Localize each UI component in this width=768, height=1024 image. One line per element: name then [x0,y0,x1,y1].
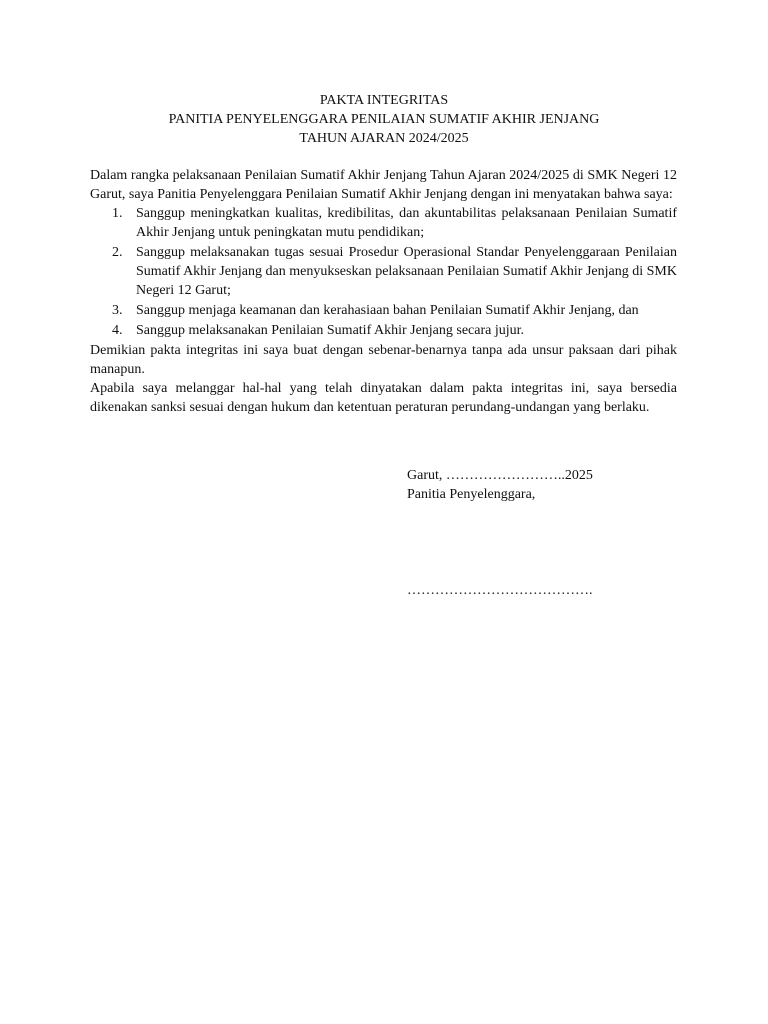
list-item-number: 4. [112,323,123,338]
list-item-number: 3. [112,303,123,318]
list-item-text: Sanggup menjaga keamanan dan kerahasiaan bahan Penilaian Sumatif Akhir Jenjang, dan [136,303,639,318]
commitment-list [90,204,677,340]
list-item-text: Sanggup melaksanakan Penilaian Sumatif Akhir Jenjang secara jujur. [136,323,525,338]
signer-role: Panitia Penyelenggara, [407,487,536,502]
title-line-2: PANITIA PENYELENGGARA PENILAIAN SUMATIF AKHIR JENJANG [168,112,600,127]
signature-name-line: …………………………………. [407,583,593,598]
list-item-text: Sanggup melaksanakan tugas sesuai Prosedur Operasional Standar Penyelenggaraan Penilaian Sumatif Akhir Jenjang dan menyukseskan pelaksanaan Penilaian Sumatif Akhir Jenjang di SMK Negeri 12 Garut; [136,245,677,298]
document-body [90,166,677,417]
place-date: Garut, ……………………..2025 [407,468,593,483]
list-item [90,301,677,320]
list-item [90,204,677,242]
closing-paragraph-1: Demikian pakta integritas ini saya buat dengan sebenar-benarnya tanpa ada unsur paksaan dari pihak manapun. [90,343,677,377]
list-item-text: Sanggup meningkatkan kualitas, kredibilitas, dan akuntabilitas pelaksanaan Penilaian Sumatif Akhir Jenjang untuk peningkatan mutu pendidikan; [136,206,677,240]
signature-block [407,466,707,504]
list-item [90,321,677,340]
document-title [0,91,768,148]
list-item [90,243,677,300]
title-line-1: PAKTA INTEGRITAS [319,93,449,108]
title-line-3: TAHUN AJARAN 2024/2025 [299,131,469,146]
list-item-number: 1. [112,206,123,221]
closing-paragraph-2: Apabila saya melanggar hal-hal yang telah dinyatakan dalam pakta integritas ini, saya bersedia dikenakan sanksi sesuai dengan hukum dan ketentuan peraturan perundang-undangan yang berlaku. [90,381,677,415]
intro-paragraph: Dalam rangka pelaksanaan Penilaian Sumatif Akhir Jenjang Tahun Ajaran 2024/2025 di SMK Negeri 12 Garut, saya Panitia Penyelenggara Penilaian Sumatif Akhir Jenjang dengan ini menyatakan bahwa saya: [90,168,677,202]
list-item-number: 2. [112,245,123,260]
